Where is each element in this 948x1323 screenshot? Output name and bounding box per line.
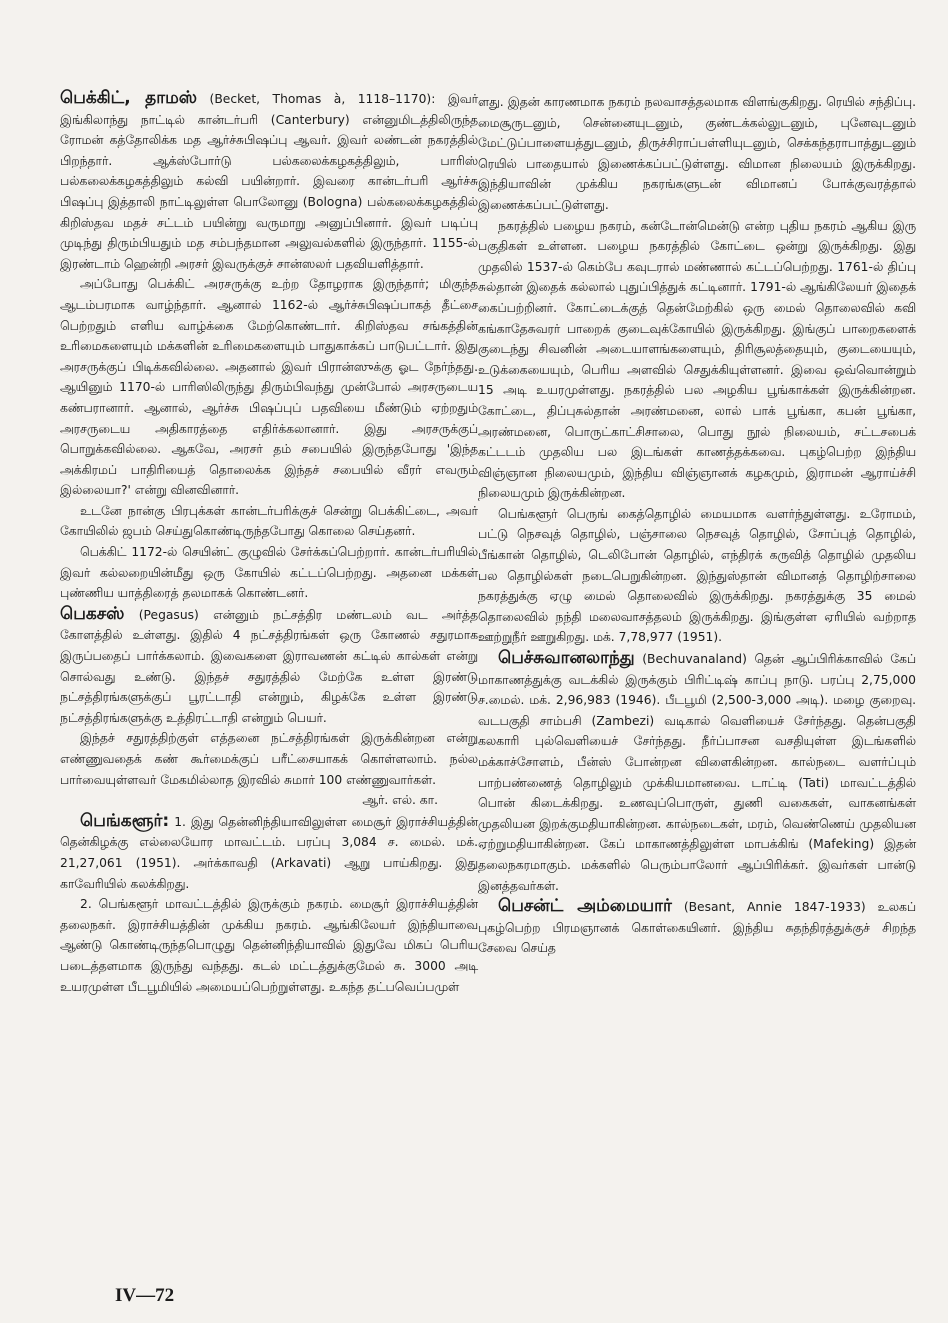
bechuanaland-paragraph-1: (Bechuvanaland) தென் ஆப்பிரிக்காவில் கேப் மாகாணத்துக்கு வடக்கில் இருக்கும் பிரிட்டிஷ் காப்பு நாடு. பரப்பு 2,75,000 ச.மைல். மக். 2,96,983 (1946). பீடபூமி (2,500-3,000 அடி). மழை குறைவு. வடபகுதி சாம்பசி (Zambezi) வடிகால் வெளியைச் சேர்ந்தது. தென்பகுதி கலகாரி புல்வெளியைச் சேர்ந்தது. நீர்ப்பாசன வசதியுள்ள இடங்களில் மக்காச்சோளம், பீன்ஸ் போன்றன விளைகின்றன. கால்நடை வளர்ப்பும் பாற்பண்ணைத் தொழிலும் முக்கியமானவை. டாட்டி (Tati) மாவட்டத்தில் பொன் கிடைக்கிறது. உணவுப்பொருள், துணி வகைகள், வாகனங்கள் முதலியன இறக்குமதியாகின்றன. கால்நடைகள், மரம், வெண்ணெய் முதலியன ஏற்றுமதியாகின்றன. கேப் மாகாணத்திலுள்ள மாபக்கிங் (Mafeking) இதன் தலைநகரமாகும். மக்களில் பெரும்பாலோர் ஆப்பிரிக்கர். இவர்கள் பான்டு இனத்தவர்கள். (478, 652, 916, 893)
pegasus-paragraph-2: இந்தச் சதுரத்திற்குள் எத்தனை நட்சத்திரங்கள் இருக்கின்றன என்று எண்ணுவதைக் கண் கூர்மைக்குப் பரீட்சையாகக் கொள்ளலாம். நல்ல பார்வையுள்ளவர் மேகமில்லாத இரவில் சுமார் 100 எண்ணுவார்கள். (60, 731, 478, 787)
besant-paragraph-1: (Besant, Annie 1847-1933) உலகப் புகழ்பெற்ற பிரமஞானக் கொள்கையினர். இந்திய சுதந்திரத்துக்குச் சிறந்த சேவை செய்த (478, 900, 916, 956)
entry-bangalore (60, 811, 478, 997)
page-number: IV—72 (115, 1285, 175, 1306)
entry-becket (60, 88, 478, 604)
entry-bechuanaland (478, 648, 916, 896)
bangalore-continued-paragraph-1: ளது. இதன் காரணமாக நகரம் நலவாசத்தலமாக விளங்குகிறது. ரெயில் சந்திப்பு. மைசூருடனும், சென்னையுடனும், குண்டக்கல்லுடனும், புனேவுடனும் மேட்டுப்பாளையத்துடனும், திருச்சிராப்பள்ளியுடனும், செக்கந்தராபாத்துடனும் ரெயில் பாதையால் இணைக்கப்பட்டுள்ளது. விமான நிலையம் இருக்கிறது. இந்தியாவின் முக்கிய நகரங்களுடன் விமானப் போக்குவரத்தால் இணைக்கப்பட்டுள்ளது. (478, 95, 916, 212)
headword-bechuanaland: பெச்சுவானலாந்து (498, 648, 635, 669)
headword-besant: பெசன்ட் அம்மையார் (498, 896, 672, 917)
headword-pegasus: பெகசஸ் (60, 603, 125, 624)
bangalore-paragraph-1: 1. இது தென்னிந்தியாவிலுள்ள மைசூர் இராச்சியத்தின் தென்கிழக்கு எல்லையோர மாவட்டம். பரப்பு 3,084 ச. மைல். மக். 21,27,061 (1951). அர்க்காவதி (Arkavati) ஆறு பாய்கிறது. இது காவேரியில் கலக்கிறது. (60, 814, 478, 891)
entry-bangalore-continued (478, 92, 916, 648)
headword-bangalore: பெங்களூர்: (80, 810, 170, 831)
bangalore-continued-paragraph-3: பெங்களூர் பெருங் கைத்தொழில் மையமாக வளர்ந்துள்ளது. உரோமம், பட்டு நெசவுத் தொழில், பஞ்சாலை நெசவுத் தொழில், சோப்புத் தொழில், பீங்கான் தொழில், டெலிபோன் தொழில், எந்திரக் கருவித் தொழில் முதலிய பல தொழில்கள் நடைபெறுகின்றன. இந்துஸ்தான் விமானத் தொழிற்சாலை நகரத்துக்கு ஏழு மைல் தொலைவில் இருக்கிறது. நகரத்துக்கு 35 மைல் தொலைவில் நந்தி மலைவாசத்தலம் இருக்கிறது. இங்குள்ள ஏரியில் வற்றாத ஊற்றுநீர் ஊறுகிறது. மக். 7,78,977 (1951). (478, 506, 916, 645)
bangalore-continued-paragraph-2: நகரத்தில் பழைய நகரம், கன்டோன்மென்டு என்ற புதிய நகரம் ஆகிய இரு பகுதிகள் உள்ளன. பழைய நகரத்தில் கோட்டை ஒன்று இருக்கிறது. இது முதலில் 1537-ல் கெம்பே கவுடரால் மண்ணால் கட்டப்பெற்றது. 1761-ல் திப்பு சுல்தான் இதைக் கல்லால் புதுப்பித்துக் கட்டினார். 1791-ல் ஆங்கிலேயர் இதைக் கைப்பற்றினர். கோட்டைக்குத் தென்மேற்கில் ஒரு மைல் தொலைவில் கவி கங்காதேசுவரர் பாறைக் குடைவுக்கோயில் இருக்கிறது. இங்குப் பாறைகளைக் குடைந்து சிவனின் அடையாளங்களையும், திரிசூலத்தையும், குடையையும், உடுக்கையையும், பெரிய அளவில் செதுக்கியுள்ளனர். இவை ஒவ்வொன்றும் 15 அடி உயரமுள்ளது. நகரத்தில் பல அழகிய பூங்காக்கள் இருக்கின்றன. கோட்டை, திப்புசுல்தான் அரண்மனை, லால் பாக் பூங்கா, கபன் பூங்கா, அரண்மனை, பொருட்காட்சிசாலை, பொது நூல் நிலையம், சட்டசபைக் கட்டடம் முதலிய பல இடங்கள் காணத்தக்கவை. புகழ்பெற்ற இந்திய விஞ்ஞான நிலையமும், இந்திய விஞ்ஞானக் கழகமும், இராமன் ஆராய்ச்சி நிலையமும் இருக்கின்றன. (478, 218, 916, 501)
becket-paragraph-4: பெக்கிட் 1172-ல் செயின்ட் குழுவில் சேர்க்கப்பெற்றார். கான்டர்பரியில் இவர் கல்லறையின்மீது ஒரு கோயில் கட்டப்பெற்றது. அதனை மக்கள் புண்ணிய யாத்திரைத் தலமாகக் கொண்டனர். (60, 545, 478, 601)
becket-intro: (Becket, Thomas à, 1118–1170): இவர் இங்கிலாந்து நாட்டில் கான்டர்பரி (Canterbury) என்னுமிடத்திலிருந்த ரோமன் கத்தோலிக்க மத ஆர்ச்சுபிஷப்பு ஆவர். இவர் லண்டன் நகரத்தில் பிறந்தார். ஆக்ஸ்போர்டு பல்கலைக்கழகத்திலும், பாரிஸ் பல்கலைக்கழகத்திலும் கல்வி பயின்றார். இவரை கான்டர்பரி ஆர்ச்சு பிஷப்பு இத்தாலி நாட்டிலுள்ள பொலோனு (Bologna) பல்கலைக்கழகத்தில் கிறிஸ்தவ மதச் சட்டம் பயின்று வருமாறு அனுப்பினார். இவர் படிப்பு முடிந்து திரும்பியதும் மத சம்பந்தமான அலுவல்களில் இருந்தார். 1155-ல் இரண்டாம் ஹென்றி அரசர் இவருக்குச் சான்ஸலர் பதவியளித்தார். (60, 92, 478, 271)
bangalore-paragraph-2: 2. பெங்களூர் மாவட்டத்தில் இருக்கும் நகரம். மைசூர் இராச்சியத்தின் தலைநகர். இராச்சியத்தின் முக்கிய நகரம். ஆங்கிலேயர் இந்தியாவை ஆண்டு கொண்டிருந்தபொழுது தென்னிந்தியாவில் இதுவே மிகப் பெரிய படைத்தளமாக இருந்து வந்தது. கடல் மட்டத்துக்குமேல் சு. 3000 அடி உயரமுள்ள பீடபூமியில் அமையப்பெற்றுள்ளது. உகந்த தட்பவெப்பமுள் (60, 897, 478, 994)
entry-besant (478, 896, 916, 959)
author-signature: ஆர். எல். கா. (362, 793, 438, 808)
left-column (60, 88, 478, 997)
right-column (478, 92, 916, 959)
headword-becket: பெக்கிட், தாமஸ் (60, 88, 198, 108)
pegasus-intro: (Pegasus) என்னும் நட்சத்திர மண்டலம் வட அர்த்த கோளத்தில் உள்ளது. இதில் 4 நட்சத்திரங்கள் ஒரு கோணல் சதுரமாக இருப்பதைப் பார்க்கலாம். இவைகளை இராவணன் கட்டில் கால்கள் என்று சொல்வது உண்டு. இந்தச் சதுரத்தில் மேற்கே உள்ள இரண்டு நட்சத்திரங்களுக்குப் பூரட்டாதி என்றும், கிழக்கே உள்ள இரண்டு நட்சத்திரங்களுக்கு உத்திரட்டாதி என்றும் பெயர். (60, 607, 478, 725)
becket-paragraph-2: அப்போது பெக்கிட் அரசருக்கு உற்ற தோழராக இருந்தார்; மிகுந்த ஆடம்பரமாக வாழ்ந்தார். ஆனால் 1162-ல் ஆர்ச்சுபிஷப்பாகத் தீட்சை பெற்றதும் எளிய வாழ்க்கை மேற்கொண்டார். கிறிஸ்தவ சங்கத்தின் உரிமைகளையும் மக்களின் உரிமைகளையும் பாதுகாக்கப் பாடுபட்டார். இது அரசருக்குப் பிடிக்கவில்லை. அதனால் இவர் பிரான்ஸுக்கு ஓட நேர்ந்தது. ஆயினும் 1170-ல் பாரிஸிலிருந்து திரும்பிவந்து முன்போல் அரசருடைய கண்பரானார். ஆனால், ஆர்ச்சு பிஷப்புப் பதவியை மீண்டும் ஏற்றதும் அரசருடைய அதிகாரத்தை எதிர்க்கலானார். இது அரசருக்குப் பொறுக்கவில்லை. ஆகவே, அரசர் தம் சபையில் இருந்தபோது 'இந்த அக்கிரமப் பாதிரியைத் தொலைக்க இந்தச் சபையில் வீரர் எவரும் இல்லையா?' என்று வினவினார். (60, 277, 478, 498)
entry-pegasus (60, 604, 478, 811)
becket-paragraph-3: உடனே நான்கு பிரபுக்கள் கான்டர்பரிக்குச் சென்று பெக்கிட்டை, அவர் கோயிலில் ஜபம் செய்துகொண்டிருந்தபோது கொலை செய்தனர். (60, 503, 478, 539)
